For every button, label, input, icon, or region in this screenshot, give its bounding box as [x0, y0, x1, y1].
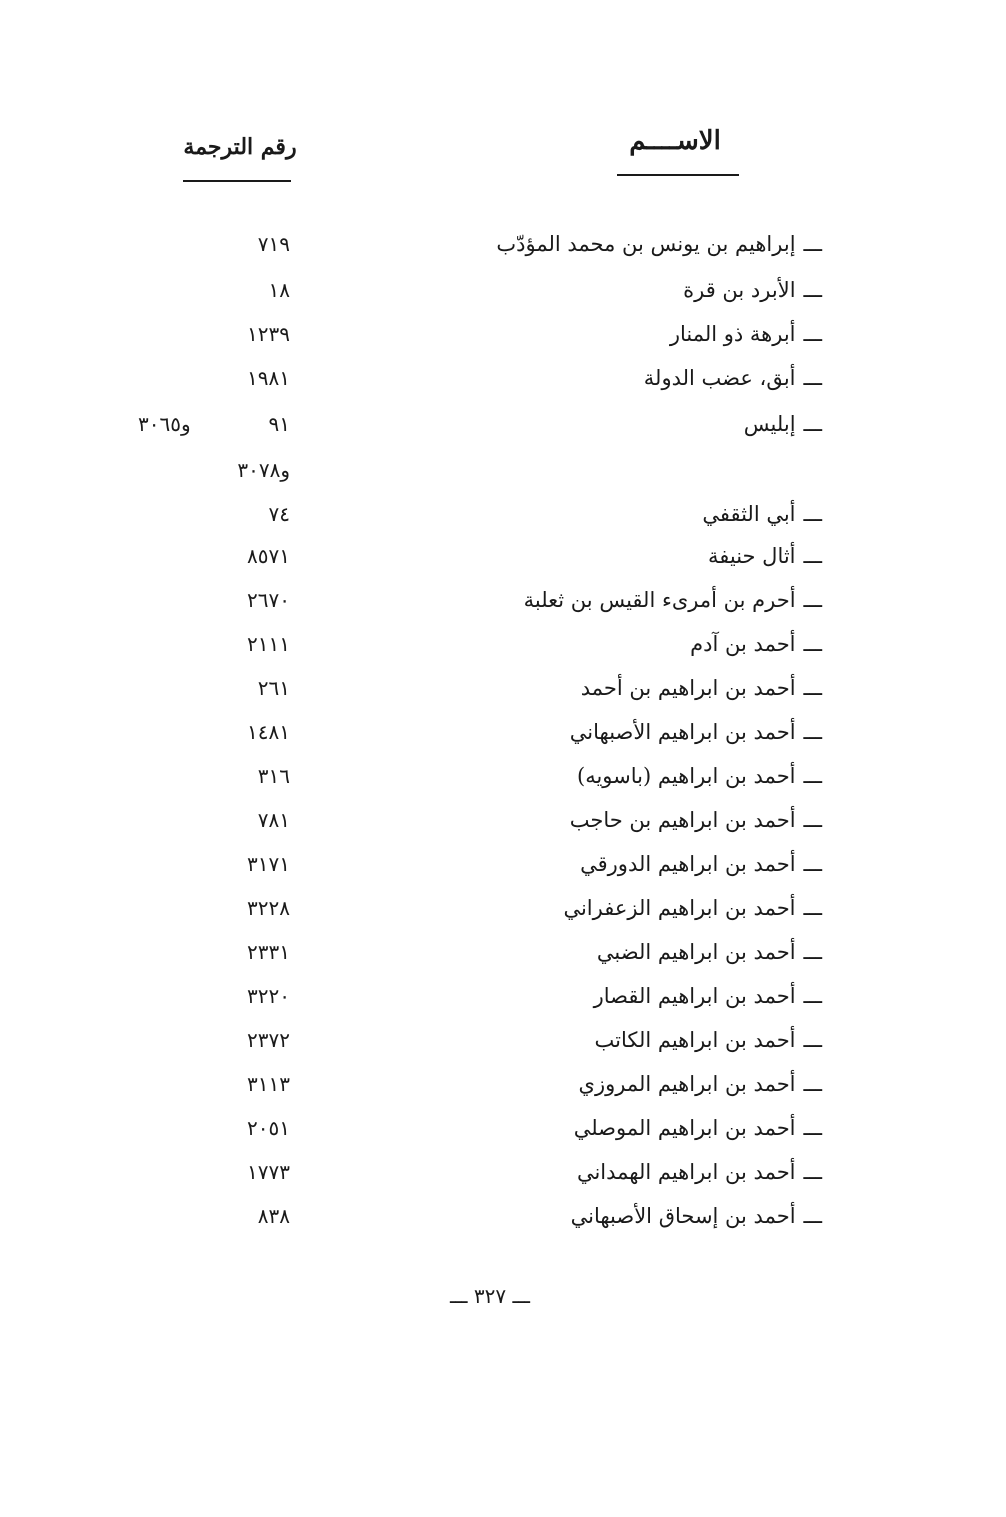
- entry-dash: ـــ: [803, 676, 822, 700]
- entry-number: ٢٣٣١: [247, 940, 290, 964]
- entry-name-text: أحمد بن ابراهيم القصار: [593, 984, 796, 1008]
- entry-dash: ـــ: [803, 940, 822, 964]
- entry-name-text: أثال حنيفة: [707, 544, 796, 568]
- entry-name: [302, 850, 822, 878]
- entry-name: [302, 894, 822, 922]
- page-number: ـــ ٣٢٧ ـــ: [449, 1284, 531, 1308]
- entry-number: ٩١: [268, 412, 290, 436]
- entry-number: ٣٢٢٠: [247, 984, 290, 1008]
- entry-dash: ـــ: [803, 366, 822, 390]
- entry-name-text: أبق، عضب الدولة: [643, 366, 796, 390]
- entry-dash: ـــ: [803, 984, 822, 1008]
- entry-number: ٧٤: [268, 502, 290, 526]
- entry-name: [302, 938, 822, 966]
- entry-number: ١٨: [268, 278, 290, 302]
- entry-number: ٢٦١: [257, 676, 290, 700]
- entry-number: ١٩٨١: [247, 366, 290, 390]
- entry-dash: ـــ: [803, 896, 822, 920]
- entry-name-text: أحمد بن ابراهيم الأصبهاني: [569, 720, 796, 744]
- entry-dash: ـــ: [803, 632, 822, 656]
- entry-number: ٨٣٨: [257, 1204, 290, 1228]
- entry-name: [302, 364, 822, 392]
- entry-name: [302, 230, 822, 258]
- entry-number: ٢٣٧٢: [247, 1028, 290, 1052]
- entry-number: ١٧٧٣: [247, 1160, 290, 1184]
- entry-dash: ـــ: [803, 808, 822, 832]
- entry-name-text: أحمد بن ابراهيم (باسويه): [577, 764, 796, 788]
- entry-dash: ـــ: [803, 502, 822, 526]
- entry-dash: ـــ: [803, 322, 822, 346]
- entry-name: [302, 500, 822, 528]
- entry-name: [302, 806, 822, 834]
- entry-dash: ـــ: [803, 588, 822, 612]
- number-header-underline: [183, 180, 291, 182]
- entry-name: [302, 718, 822, 746]
- entry-name-text: أحمد بن ابراهيم الزعفراني: [563, 896, 796, 920]
- entry-name-text: أحمد بن ابراهيم الموصلي: [573, 1116, 796, 1140]
- entry-name-text: إبراهيم بن يونس بن محمد المؤدّب: [496, 232, 796, 256]
- entry-name-text: أحمد بن ابراهيم الدورقي: [580, 852, 796, 876]
- entry-name-text: أحمد بن إسحاق الأصبهاني: [570, 1204, 796, 1228]
- entry-number-extra: و٣٠٦٥: [138, 412, 191, 436]
- entry-dash: ـــ: [803, 1160, 822, 1184]
- entry-name: [302, 542, 822, 570]
- number-column-header: رقم الترجمة: [183, 134, 297, 160]
- entry-name: [302, 630, 822, 658]
- entry-name-text: أحمد بن ابراهيم الضبي: [596, 940, 796, 964]
- entry-dash: ـــ: [803, 1204, 822, 1228]
- entry-name-text: أحمد بن ابراهيم الكاتب: [594, 1028, 796, 1052]
- entry-name: [302, 1158, 822, 1186]
- entry-name: [302, 410, 822, 438]
- entry-dash: ـــ: [803, 412, 822, 436]
- entry-name: [302, 1070, 822, 1098]
- entry-name-text: أبي الثقفي: [702, 502, 796, 526]
- entry-name-text: أحمد بن ابراهيم بن أحمد: [580, 676, 796, 700]
- entry-name: [302, 674, 822, 702]
- entry-name: [302, 586, 822, 614]
- entry-number: ٣٢٢٨: [247, 896, 290, 920]
- entry-name: [302, 1114, 822, 1142]
- entry-name: [302, 762, 822, 790]
- entry-number: و٣٠٧٨: [237, 458, 290, 482]
- entry-dash: ـــ: [803, 1116, 822, 1140]
- entry-number: ٢١١١: [247, 632, 290, 656]
- entry-name: [302, 1026, 822, 1054]
- entry-name-text: إبليس: [743, 412, 796, 436]
- entry-number: ١٤٨١: [247, 720, 290, 744]
- entry-name-text: أحمد بن ابراهيم المروزي: [578, 1072, 796, 1096]
- entry-name-text: أحمد بن ابراهيم بن حاجب: [569, 808, 796, 832]
- entry-dash: ـــ: [803, 720, 822, 744]
- entry-number: ٣١٦: [257, 764, 290, 788]
- entry-name-text: أحمد بن ابراهيم الهمداني: [576, 1160, 796, 1184]
- entry-dash: ـــ: [803, 278, 822, 302]
- entry-number: ١٢٣٩: [247, 322, 290, 346]
- entry-name: [302, 1202, 822, 1230]
- entry-number: ٢٠٥١: [247, 1116, 290, 1140]
- entry-number: ٣١٧١: [247, 852, 290, 876]
- name-header-underline: [617, 174, 739, 176]
- entry-number: ٢٦٧٠: [247, 588, 290, 612]
- name-column-header: الاســــم: [629, 126, 721, 156]
- entry-dash: ـــ: [803, 1072, 822, 1096]
- entry-number: ٧٨١: [257, 808, 290, 832]
- entry-dash: ـــ: [803, 852, 822, 876]
- entry-name-text: أبرهة ذو المنار: [669, 322, 796, 346]
- entry-dash: ـــ: [803, 764, 822, 788]
- entry-number: ٧١٩: [257, 232, 290, 256]
- entry-number: ٣١١٣: [247, 1072, 290, 1096]
- entry-name-text: أحمد بن آدم: [690, 632, 796, 656]
- entry-dash: ـــ: [803, 1028, 822, 1052]
- entry-name-text: الأبرد بن قرة: [683, 278, 796, 302]
- entry-number: ٨٥٧١: [247, 544, 290, 568]
- entry-dash: ـــ: [803, 544, 822, 568]
- entry-dash: ـــ: [803, 232, 822, 256]
- entry-name-text: أحرم بن أمرىء القيس بن ثعلبة: [523, 588, 796, 612]
- entry-name: [302, 982, 822, 1010]
- entry-name: [302, 320, 822, 348]
- entry-name: [302, 276, 822, 304]
